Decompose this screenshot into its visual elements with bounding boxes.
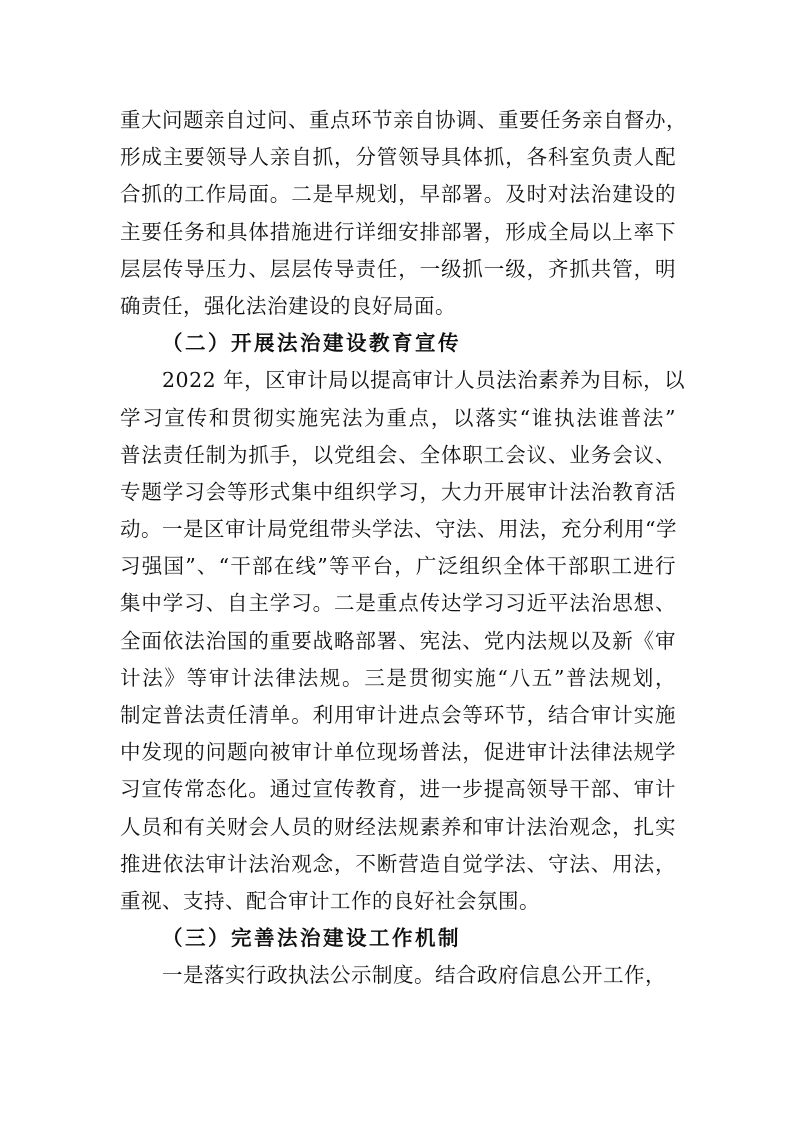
text-line: 一是落实行政执法公示制度。结合政府信息公开工作，	[162, 963, 666, 988]
text-line: 制定普法责任清单。利用审计进点会等环节，结合审计实施	[120, 703, 676, 727]
document-page	[120, 102, 687, 995]
text-line: 2022 年，区审计局以提高审计人员法治素养为目标，以	[162, 368, 686, 393]
text-line: 普法责任制为抓手，以党组会、全体职工会议、业务会议、	[120, 442, 676, 467]
text-line: 计法》等审计法律法规。三是贯彻实施“八五”普法规划，	[120, 665, 676, 690]
paragraph-1	[120, 102, 687, 325]
text-line: 人员和有关财会人员的财经法规素养和审计法治观念，扎实	[120, 814, 676, 839]
text-line: 重视、支持、配合审计工作的良好社会氛围。	[120, 888, 540, 913]
text-line: 学习宣传和贯彻实施宪法为重点，以落实“谁执法谁普法”	[120, 405, 676, 430]
text-line: 主要任务和具体措施进行详细安排部署，形成全局以上率下	[120, 219, 676, 244]
section-heading-2: （二）开展法治建设教育宣传	[162, 331, 461, 356]
text-line: 确责任，强化法治建设的良好局面。	[120, 293, 456, 318]
paragraph-2	[120, 362, 686, 920]
text-line: 习宣传常态化。通过宣传教育，进一步提高领导干部、审计	[120, 777, 676, 802]
paragraph-3	[120, 957, 676, 994]
text-line: 合抓的工作局面。二是早规划，早部署。及时对法治建设的	[120, 182, 676, 207]
section-heading-3: （三）完善法治建设工作机制	[162, 926, 461, 951]
text-line: 专题学习会等形式集中组织学习，大力开展审计法治教育活	[120, 479, 676, 504]
text-line: 重大问题亲自过问、重点环节亲自协调、重要任务亲自督办，	[120, 108, 687, 132]
text-line: 动。一是区审计局党组带头学法、守法、用法，充分利用“学	[120, 517, 677, 542]
text-line: 推进依法审计法治观念，不断营造自觉学法、守法、用法，	[120, 851, 676, 876]
text-line: 层层传导压力、层层传导责任，一级抓一级，齐抓共管，明	[120, 256, 676, 281]
text-line: 习强国”、“干部在线”等平台，广泛组织全体干部职工进行	[120, 554, 676, 579]
text-line: 集中学习、自主学习。二是重点传达学习习近平法治思想、	[120, 591, 676, 616]
text-line: 全面依法治国的重要战略部署、宪法、党内法规以及新《审	[120, 628, 676, 653]
text-line: 形成主要领导人亲自抓，分管领导具体抓，各科室负责人配	[120, 145, 676, 170]
text-line: 中发现的问题向被审计单位现场普法，促进审计法律法规学	[120, 740, 676, 765]
